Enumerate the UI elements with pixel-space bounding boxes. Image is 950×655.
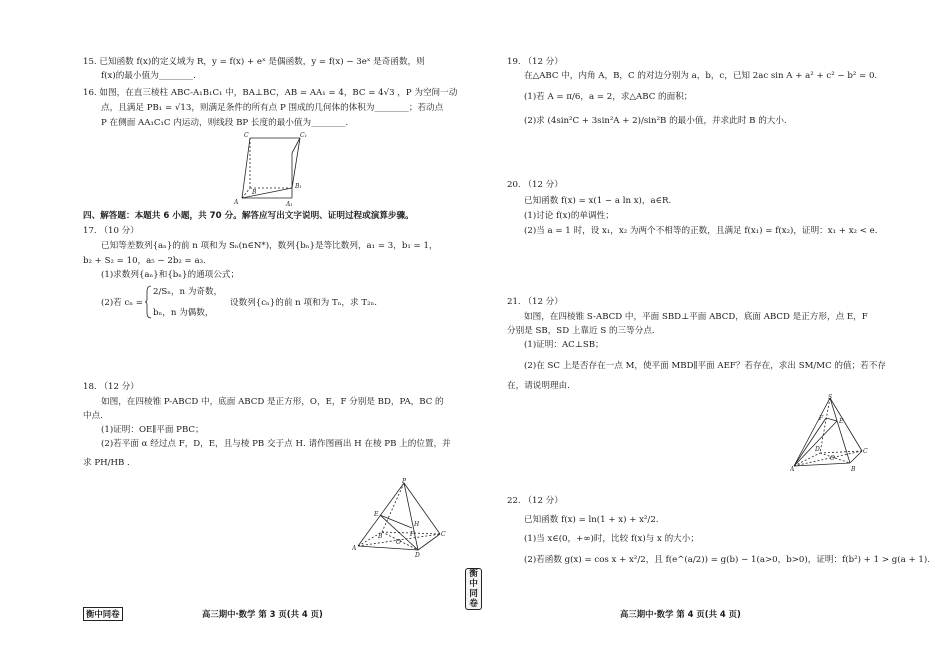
q21-line4: (1)证明：AC⊥SB； <box>524 340 604 350</box>
footer-page-4: 高三期中·数学 第 4 页(共 4 页) <box>620 609 741 619</box>
q17-case-even: bₙ，n 为偶数， <box>153 308 214 318</box>
q16-line2: 点，且满足 PB₁ = √13，则满足条件的所有点 P 围成的几何体的体积为________；若动点 <box>101 103 444 113</box>
fig18-label-p: P <box>402 478 407 485</box>
section-4-heading: 四、解答题：本题共 6 小题，共 70 分。解答应写出文字说明、证明过程或演算步骤。 <box>83 211 414 221</box>
q19-line3: (1)若 A = π/6，a = 2，求△ABC 的面积； <box>524 92 693 102</box>
q18-line1: 18. （12 分） <box>83 382 139 392</box>
fig21-label-f: F <box>819 415 824 422</box>
q18-line2: 如图，在四棱锥 P-ABCD 中，底面 ABCD 是正方形，O，E，F 分别是 BD，PA，BC 的 <box>101 397 444 407</box>
seal-char-1: 衡 <box>469 569 478 579</box>
fig18-label-e: E <box>374 511 379 518</box>
q17-line3: b₂ + S₂ = 10，a₅ − 2b₂ = a₃. <box>83 256 206 266</box>
fig16-label-a1: A₁ <box>286 201 293 208</box>
fig18-label-a: A <box>352 545 357 552</box>
seal-char-4: 卷 <box>469 599 478 609</box>
q17-line1: 17. （10 分） <box>83 226 139 236</box>
fig16-label-a: A <box>234 199 239 206</box>
figure-q18-pyramid <box>352 478 452 558</box>
q21-line6: 在，请说明理由. <box>507 381 570 391</box>
q16-line3: P 在侧面 AA₁C₁C 内运动，则线段 BP 长度的最小值为________. <box>101 118 349 128</box>
q21-line3: 分别是 SB，SD 上靠近 S 的三等分点. <box>507 326 655 336</box>
q20-line2: 已知函数 f(x) = x(1 − a ln x)，a∈R. <box>524 196 672 206</box>
q17-line2: 已知等差数列{aₙ}的前 n 项和为 Sₙ(n∈N*)，数列{bₙ}是等比数列，a₁ = 3，b₁ = 1， <box>101 241 438 251</box>
q20-line1: 20. （12 分） <box>507 180 563 190</box>
q21-line2: 如图，在四棱锥 S-ABCD 中，平面 SBD⊥平面 ABCD，底面 ABCD 是正方形，点 E，F <box>524 312 868 322</box>
seal-char-3: 同 <box>469 589 478 599</box>
fig18-label-f: F <box>410 531 415 538</box>
q17-line4: (1)求数列{aₙ}和{bₙ}的通项公式； <box>101 270 240 280</box>
q15-line2: f(x)的最小值为________. <box>101 71 196 81</box>
q19-line4: (2)求 (4sin²C + 3sin²A + 2)/sin²B 的最小值，并求此时 B 的大小. <box>524 116 787 126</box>
fig21-label-s: S <box>828 394 833 401</box>
figure-q16-prism <box>230 128 320 208</box>
q20-line3: (1)讨论 f(x)的单调性； <box>524 211 614 221</box>
q22-line3: (1)当 x∈(0，+∞)时，比较 f(x)与 x 的大小； <box>524 534 699 544</box>
figure-q21-pyramid <box>790 393 870 473</box>
fig16-label-b: B <box>252 189 257 196</box>
q20-line4: (2)当 a = 1 时，设 x₁，x₂ 为两个不相等的正数，且满足 f(x₁) = f(x₂)，证明：x₁ + x₂ < e. <box>524 226 878 236</box>
fig21-label-a: A <box>790 466 795 473</box>
fig18-label-h: H <box>414 521 420 528</box>
fig18-label-o: O <box>396 539 401 546</box>
brand-seal <box>465 568 482 610</box>
brand-label: 衡中同卷 <box>83 607 123 621</box>
q18-line3: 中点. <box>83 411 103 421</box>
q17-case-odd: 2/Sₙ，n 为奇数， <box>153 287 223 297</box>
fig21-label-c: C <box>863 448 868 455</box>
q17-line5: 设数列{cₙ}的前 n 项和为 Tₙ，求 T₂ₙ. <box>230 298 377 308</box>
fig16-label-c1: C₁ <box>300 132 307 139</box>
fig18-label-d: D <box>415 552 420 558</box>
q22-line2: 已知函数 f(x) = ln(1 + x) + x²/2. <box>524 515 659 525</box>
fig18-label-b: B <box>378 533 383 540</box>
fig21-label-b: B <box>851 466 856 473</box>
fig21-label-d: D <box>815 446 820 453</box>
q17-cn-def: (2)若 cₙ = <box>101 298 143 308</box>
q22-line1: 22. （12 分） <box>507 496 563 506</box>
q15-line1: 15. 已知函数 f(x)的定义域为 R，y = f(x) + eˣ 是偶函数，y = f(x) − 3eˣ 是奇函数，则 <box>83 57 425 67</box>
seal-char-2: 中 <box>469 579 478 589</box>
footer-page-3: 高三期中·数学 第 3 页(共 4 页) <box>202 609 323 619</box>
fig21-label-e: E <box>839 418 844 425</box>
q16-line1: 16. 如图，在直三棱柱 ABC-A₁B₁C₁ 中，BA⊥BC，AB = AA₁ = 4，BC = 4√3 ，P 为空间一动 <box>83 88 458 98</box>
q21-line5: (2)在 SC 上是否存在一点 M，使平面 MBD∥平面 AEF？若存在，求出 SM/MC 的值；若不存 <box>524 361 886 371</box>
fig16-label-b1: B₁ <box>295 183 302 190</box>
q18-line5: (2)若平面 α 经过点 F，D，E，且与棱 PB 交于点 H. 请作图画出 H 在棱 PB 上的位置，并 <box>101 439 451 449</box>
q19-line2: 在△ABC 中，内角 A，B，C 的对边分别为 a，b，c，已知 2ac sin A + a² + c² − b² = 0. <box>524 71 878 81</box>
fig16-label-c: C <box>244 132 249 139</box>
q18-line4: (1)证明：OE∥平面 PBC； <box>101 425 204 435</box>
q18-line6: 求 PH/HB . <box>83 458 130 468</box>
fig18-label-c: C <box>441 531 446 538</box>
piecewise-brace <box>144 285 152 319</box>
fig21-label-o: O <box>830 455 835 462</box>
q21-line1: 21. （12 分） <box>507 297 563 307</box>
q22-line4: (2)若函数 g(x) = cos x + x²/2，且 f(e^(a/2)) = g(b) − 1(a>0，b>0)，证明：f(b²) + 1 > g(a + 1). <box>524 555 930 565</box>
q19-line1: 19. （12 分） <box>507 57 563 67</box>
